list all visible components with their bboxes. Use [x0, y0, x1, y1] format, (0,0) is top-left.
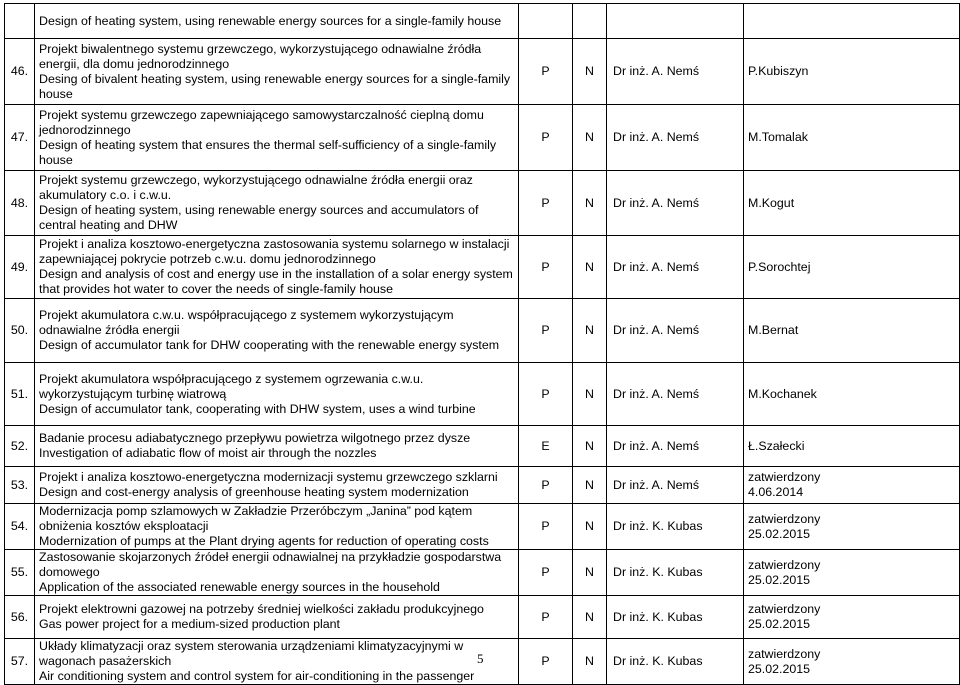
table-row	[5, 426, 960, 467]
student-cell	[744, 4, 960, 39]
topic-title-english: Modernization of pumps at the Plant drying agents for reduction of operating costs	[39, 534, 489, 548]
supervisor-name: Dr inż. A. Nemś	[607, 171, 744, 236]
approval-date: 4.06.2014	[748, 485, 804, 499]
supervisor-name: Dr inż. A. Nemś	[607, 299, 744, 363]
row-number: 47.	[5, 105, 35, 171]
topic-cell	[35, 105, 519, 171]
row-number: 50.	[5, 299, 35, 363]
row-number: 46.	[5, 39, 35, 105]
student-cell	[744, 596, 960, 639]
student-cell	[744, 171, 960, 236]
thesis-type: P	[519, 504, 573, 550]
student-name: zatwierdzony	[748, 470, 821, 484]
topic-title-polish: Układy klimatyzacji oraz system sterowania urządzeniami klimatyzacyjnymi w wagonach pasażerskich	[39, 639, 464, 668]
topic-title-polish: Modernizacja pomp szlamowych w Zakładzie Przeróbczym „Janina” pod kątem obniżenia kosztów eksploatacji	[39, 504, 473, 533]
topic-title-english: Design and analysis of cost and energy use in the installation of a solar energy system that provides hot water to cover the needs of single-family house	[39, 267, 513, 296]
topic-title-english: Investigation of adiabatic flow of moist air through the nozzles	[39, 446, 377, 460]
thesis-type: P	[519, 299, 573, 363]
topic-cell	[35, 299, 519, 363]
study-mode: N	[573, 299, 607, 363]
row-number: 53.	[5, 467, 35, 504]
topic-title-english: Air conditioning system and control system for air-conditioning in the passenger	[39, 669, 475, 683]
supervisor-cell	[607, 4, 744, 39]
row-number-cell	[5, 4, 35, 39]
supervisor-name: Dr inż. A. Nemś	[607, 467, 744, 504]
student-name: M.Kochanek	[748, 386, 817, 401]
row-number: 54.	[5, 504, 35, 550]
approval-date: 25.02.2015	[748, 572, 811, 587]
supervisor-name: Dr inż. A. Nemś	[607, 105, 744, 171]
topic-cell	[35, 236, 519, 299]
student-name: zatwierdzony	[748, 511, 821, 526]
student-cell	[744, 504, 960, 550]
topic-title-polish: Projekt elektrowni gazowej na potrzeby średniej wielkości zakładu produkcyjnego	[39, 602, 484, 616]
table-row	[5, 171, 960, 236]
thesis-topics-table	[4, 3, 960, 685]
supervisor-name: Dr inż. K. Kubas	[607, 639, 744, 685]
supervisor-name: Dr inż. K. Kubas	[607, 596, 744, 639]
study-mode: N	[573, 596, 607, 639]
row-number: 56.	[5, 596, 35, 639]
table-row	[5, 550, 960, 596]
student-cell	[744, 299, 960, 363]
study-mode: N	[573, 363, 607, 426]
table-body	[5, 4, 960, 685]
topic-title-english: Application of the associated renewable energy sources in the household	[39, 580, 440, 594]
topic-cell	[35, 596, 519, 639]
topic-cell	[35, 363, 519, 426]
student-name: P.Sorochtej	[748, 259, 811, 274]
approval-date: 25.02.2015	[748, 617, 811, 631]
approval-date: 25.02.2015	[748, 661, 811, 676]
supervisor-name: Dr inż. A. Nemś	[607, 39, 744, 105]
approval-date: 25.02.2015	[748, 526, 811, 541]
table-row	[5, 105, 960, 171]
row-number: 52.	[5, 426, 35, 467]
study-mode: N	[573, 639, 607, 685]
table-row	[5, 467, 960, 504]
study-cell	[573, 4, 607, 39]
student-cell	[744, 550, 960, 596]
topic-title-english: Design of heating system, using renewable energy sources and accumulators of central heating and DHW	[39, 203, 479, 232]
table-row	[5, 363, 960, 426]
student-name: M.Bernat	[748, 323, 799, 337]
student-name: P.Kubiszyn	[748, 64, 809, 78]
study-mode: N	[573, 171, 607, 236]
student-name: zatwierdzony	[748, 646, 821, 661]
topic-title-english: Design of heating system that ensures the thermal self-sufficiency of a single-family house	[39, 137, 497, 167]
topic-title-polish: Projekt i analiza kosztowo-energetyczna modernizacji systemu grzewczego szklarni	[39, 470, 498, 484]
study-mode: N	[573, 467, 607, 504]
topic-title-english: Desing of bivalent heating system, using renewable energy sources for a single-family house	[39, 71, 511, 101]
topic-cell	[35, 39, 519, 105]
supervisor-name: Dr inż. K. Kubas	[607, 550, 744, 596]
table-row	[5, 596, 960, 639]
table-row	[5, 39, 960, 105]
supervisor-name: Dr inż. A. Nemś	[607, 363, 744, 426]
topic-title-polish: Projekt akumulatora c.w.u. współpracującego z systemem wykorzystującym odnawialne źródła energii	[39, 308, 454, 337]
thesis-type: P	[519, 236, 573, 299]
table-row	[5, 504, 960, 550]
table-row	[5, 299, 960, 363]
topic-cell	[35, 639, 519, 685]
student-name: zatwierdzony	[748, 602, 821, 616]
student-name: zatwierdzony	[748, 557, 821, 572]
row-number: 57.	[5, 639, 35, 685]
topic-cell	[35, 504, 519, 550]
student-cell	[744, 236, 960, 299]
study-mode: N	[573, 426, 607, 467]
thesis-type: E	[519, 426, 573, 467]
topic-title-polish: Projekt akumulatora współpracującego z systemem ogrzewania c.w.u. wykorzystującym turbinę wiatrową	[39, 371, 424, 401]
row-number: 51.	[5, 363, 35, 426]
study-mode: N	[573, 105, 607, 171]
study-mode: N	[573, 236, 607, 299]
topic-cell	[35, 550, 519, 596]
page-number: 5	[477, 651, 484, 666]
thesis-type: P	[519, 596, 573, 639]
topic-title-polish: Projekt systemu grzewczego, wykorzystującego odnawialne źródła energii oraz akumulatory c.o. i c.w.u.	[39, 173, 473, 202]
table-row-continued	[5, 4, 960, 39]
topic-title-polish: Projekt biwalentnego systemu grzewczego, wykorzystującego odnawialne źródła energii, dla domu jednorodzinnego	[39, 41, 482, 71]
thesis-type: P	[519, 39, 573, 105]
topic-title-polish: Projekt i analiza kosztowo-energetyczna zastosowania systemu solarnego w instalacji zapewniającej pokrycie potrzeb c.w.u. domu jednorodzinnego	[39, 237, 510, 266]
topic-title-english: Design of accumulator tank, cooperating with DHW system, uses a wind turbine	[39, 401, 476, 416]
topic-title-english: Design and cost-energy analysis of greenhouse heating system modernization	[39, 485, 469, 499]
thesis-type: P	[519, 550, 573, 596]
student-name: M.Tomalak	[748, 130, 808, 144]
supervisor-name: Dr inż. A. Nemś	[607, 426, 744, 467]
thesis-type: P	[519, 639, 573, 685]
topic-continued-text: Design of heating system, using renewable energy sources for a single-family house	[35, 4, 519, 39]
supervisor-name: Dr inż. A. Nemś	[607, 236, 744, 299]
study-mode: N	[573, 550, 607, 596]
row-number: 48.	[5, 171, 35, 236]
topic-title-english: Gas power project for a medium-sized production plant	[39, 617, 340, 631]
topic-cell	[35, 426, 519, 467]
student-cell	[744, 426, 960, 467]
student-cell	[744, 39, 960, 105]
table-row	[5, 236, 960, 299]
student-name: Ł.Szałecki	[748, 438, 805, 453]
topic-title-polish: Badanie procesu adiabatycznego przepływu powietrza wilgotnego przez dysze	[39, 431, 471, 445]
thesis-type: P	[519, 467, 573, 504]
topic-title-polish: Zastosowanie skojarzonych źródeł energii odnawialnej na przykładzie gospodarstwa domowego	[39, 550, 502, 579]
student-name: M.Kogut	[748, 195, 795, 210]
topic-cell	[35, 467, 519, 504]
study-mode: N	[573, 504, 607, 550]
study-mode: N	[573, 39, 607, 105]
row-number: 49.	[5, 236, 35, 299]
topic-cell	[35, 171, 519, 236]
thesis-type: P	[519, 363, 573, 426]
student-cell	[744, 363, 960, 426]
topic-title-polish: Projekt systemu grzewczego zapewniającego samowystarczalność cieplną domu jednorodzinnego	[39, 107, 484, 137]
supervisor-name: Dr inż. K. Kubas	[607, 504, 744, 550]
type-cell	[519, 4, 573, 39]
topic-title-english: Design of accumulator tank for DHW cooperating with the renewable energy system	[39, 338, 500, 352]
student-cell	[744, 105, 960, 171]
student-cell	[744, 467, 960, 504]
row-number: 55.	[5, 550, 35, 596]
thesis-type: P	[519, 171, 573, 236]
student-cell	[744, 639, 960, 685]
thesis-type: P	[519, 105, 573, 171]
